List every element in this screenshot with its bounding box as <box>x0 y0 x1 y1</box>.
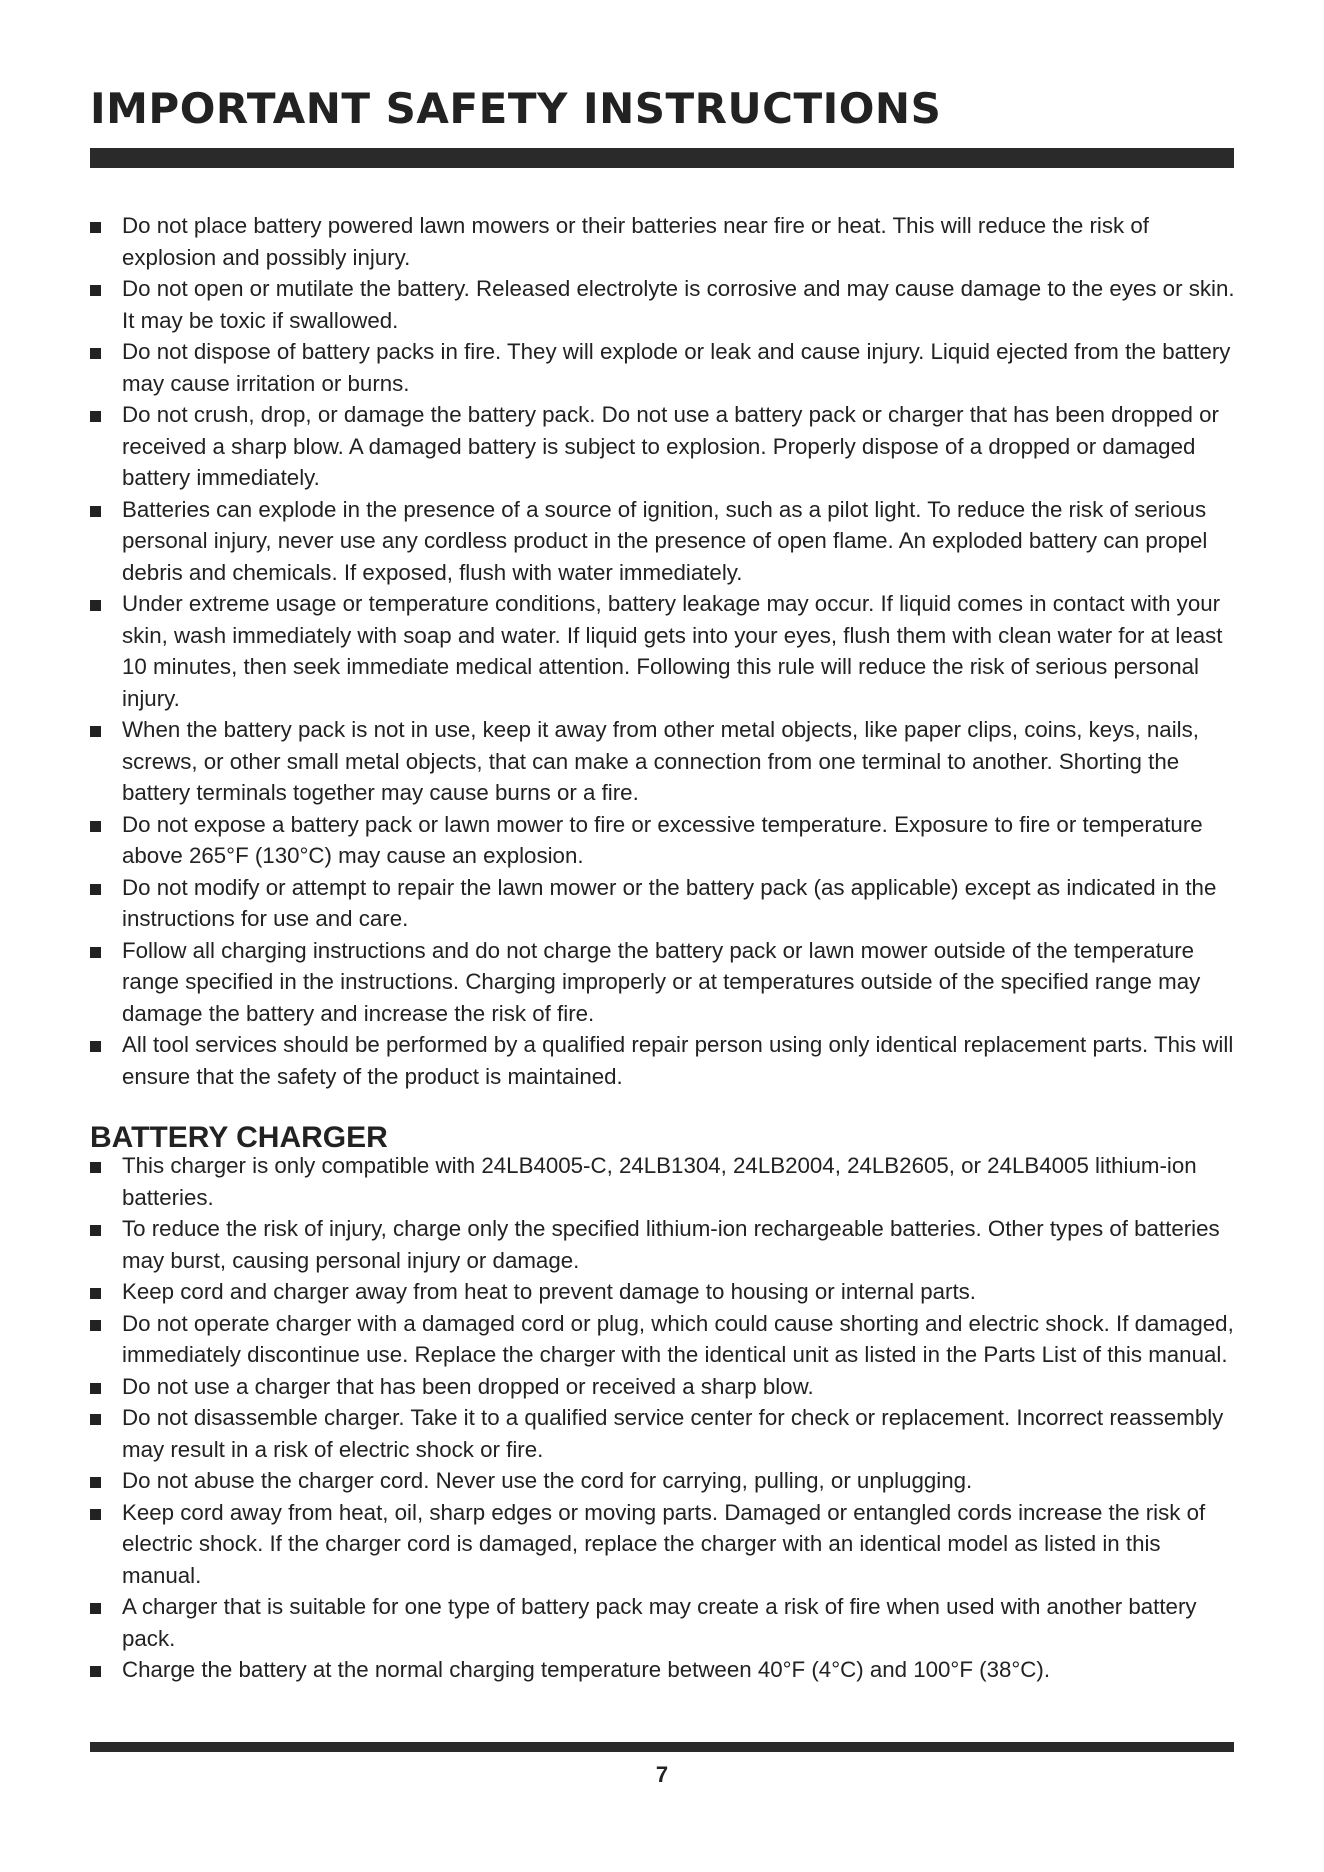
list-item <box>90 935 1240 1030</box>
list-item <box>90 809 1240 872</box>
list-item-text: Do not operate charger with a damaged cord or plug, which could cause shorting and electric shock. If damaged, immediately discontinue use. Replace the charger with the identical unit as listed in the Parts List of this manual. <box>122 1310 1234 1367</box>
list-item <box>90 1276 1240 1308</box>
square-bullet-icon <box>90 1603 101 1614</box>
list-item <box>90 1213 1240 1276</box>
square-bullet-icon <box>90 411 101 422</box>
square-bullet-icon <box>90 821 101 832</box>
square-bullet-icon <box>90 884 101 895</box>
section-heading-battery-charger: BATTERY CHARGER <box>90 1121 388 1154</box>
list-item-text: Charge the battery at the normal charging temperature between 40°F (4°C) and 100°F (38°C). <box>122 1657 1051 1682</box>
square-bullet-icon <box>90 1509 101 1520</box>
battery-charger-list <box>90 1150 1240 1686</box>
square-bullet-icon <box>90 285 101 296</box>
square-bullet-icon <box>90 1666 101 1677</box>
list-item-text: Batteries can explode in the presence of a source of ignition, such as a pilot light. To reduce the risk of serious personal injury, never use any cordless product in the presence of open flame. An exploded battery can propel debris and chemicals. If exposed, flush with water immediately. <box>122 496 1208 585</box>
list-item-text: When the battery pack is not in use, keep it away from other metal objects, like paper clips, coins, keys, nails, screws, or other small metal objects, that can make a connection from one terminal to another. Shorting the battery terminals together may cause burns or a fire. <box>122 717 1199 805</box>
square-bullet-icon <box>90 1288 101 1299</box>
list-item <box>90 1308 1240 1371</box>
square-bullet-icon <box>90 1041 101 1052</box>
page-title: IMPORTANT SAFETY INSTRUCTIONS <box>90 84 942 133</box>
square-bullet-icon <box>90 600 101 611</box>
list-item-text: A charger that is suitable for one type of battery pack may create a risk of fire when used with another battery pack. <box>122 1594 1197 1651</box>
list-item <box>90 1591 1240 1654</box>
list-item <box>90 1497 1240 1592</box>
list-item <box>90 1150 1240 1213</box>
list-item <box>90 336 1240 399</box>
list-item <box>90 1029 1240 1092</box>
list-item <box>90 588 1240 714</box>
list-item-text: To reduce the risk of injury, charge only the specified lithium-ion rechargeable batteries. Other types of batteries may burst, causing personal injury or damage. <box>122 1216 1220 1273</box>
list-item <box>90 1402 1240 1465</box>
list-item-text: Do not crush, drop, or damage the battery pack. Do not use a battery pack or charger that has been dropped or received a sharp blow. A damaged battery is subject to explosion. Properly dispose of a dropped or damaged battery immediately. <box>122 402 1219 490</box>
list-item-text: Keep cord and charger away from heat to prevent damage to housing or internal parts. <box>122 1279 976 1304</box>
list-item-text: Do not modify or attempt to repair the lawn mower or the battery pack (as applicable) except as indicated in the instructions for use and care. <box>122 874 1217 931</box>
list-item-text: Do not place battery powered lawn mowers or their batteries near fire or heat. This will reduce the risk of explosion and possibly injury. <box>122 213 1149 270</box>
list-item <box>90 1465 1240 1497</box>
list-item-text: Do not open or mutilate the battery. Released electrolyte is corrosive and may cause damage to the eyes or skin. It may be toxic if swallowed. <box>122 276 1235 333</box>
square-bullet-icon <box>90 1383 101 1394</box>
list-item <box>90 1654 1240 1686</box>
square-bullet-icon <box>90 1162 101 1173</box>
square-bullet-icon <box>90 1477 101 1488</box>
list-item <box>90 494 1240 589</box>
list-item-text: Keep cord away from heat, oil, sharp edges or moving parts. Damaged or entangled cords increase the risk of electric shock. If the charger cord is damaged, replace the charger with an identical model as listed in this manual. <box>122 1499 1206 1588</box>
square-bullet-icon <box>90 1225 101 1236</box>
list-item <box>90 714 1240 809</box>
page-number: 7 <box>655 1762 669 1787</box>
footer-rule <box>90 1742 1234 1752</box>
list-item-text: Do not use a charger that has been dropped or received a sharp blow. <box>122 1373 814 1399</box>
list-item-text: Under extreme usage or temperature conditions, battery leakage may occur. If liquid comes in contact with your skin, wash immediately with soap and water. If liquid gets into your eyes, flush them with clean water for at least 10 minutes, then seek immediate medical attention. Following this rule will reduce the risk of serious personal injury. <box>122 591 1223 711</box>
square-bullet-icon <box>90 726 101 737</box>
list-item-text: Do not disassemble charger. Take it to a qualified service center for check or replacement. Incorrect reassembly may result in a risk of electric shock or fire. <box>122 1405 1224 1462</box>
list-item <box>90 399 1240 494</box>
list-item-text: Follow all charging instructions and do not charge the battery pack or lawn mower outside of the temperature range specified in the instructions. Charging improperly or at temperatures outside of the specified range may damage the battery and increase the risk of fire. <box>122 937 1201 1026</box>
list-item <box>90 1371 1240 1403</box>
list-item-text: All tool services should be performed by a qualified repair person using only identical replacement parts. This will ensure that the safety of the product is maintained. <box>122 1032 1234 1089</box>
list-item-text: Do not abuse the charger cord. Never use the cord for carrying, pulling, or unplugging. <box>122 1468 973 1493</box>
list-item-text: Do not dispose of battery packs in fire. They will explode or leak and cause injury. Liquid ejected from the battery may cause irritation or burns. <box>122 339 1231 396</box>
safety-instructions-list <box>90 210 1240 1092</box>
square-bullet-icon <box>90 1320 101 1331</box>
square-bullet-icon <box>90 348 101 359</box>
square-bullet-icon <box>90 1414 101 1425</box>
list-item <box>90 210 1240 273</box>
square-bullet-icon <box>90 947 101 958</box>
square-bullet-icon <box>90 506 101 517</box>
list-item <box>90 273 1240 336</box>
list-item-text: This charger is only compatible with 24LB4005-C, 24LB1304, 24LB2004, 24LB2605, or 24LB4005 lithium-ion batteries. <box>122 1153 1197 1210</box>
list-item <box>90 872 1240 935</box>
title-rule <box>90 148 1234 168</box>
square-bullet-icon <box>90 222 101 233</box>
list-item-text: Do not expose a battery pack or lawn mower to fire or excessive temperature. Exposure to fire or temperature above 265°F (130°C) may cause an explosion. <box>122 811 1203 868</box>
